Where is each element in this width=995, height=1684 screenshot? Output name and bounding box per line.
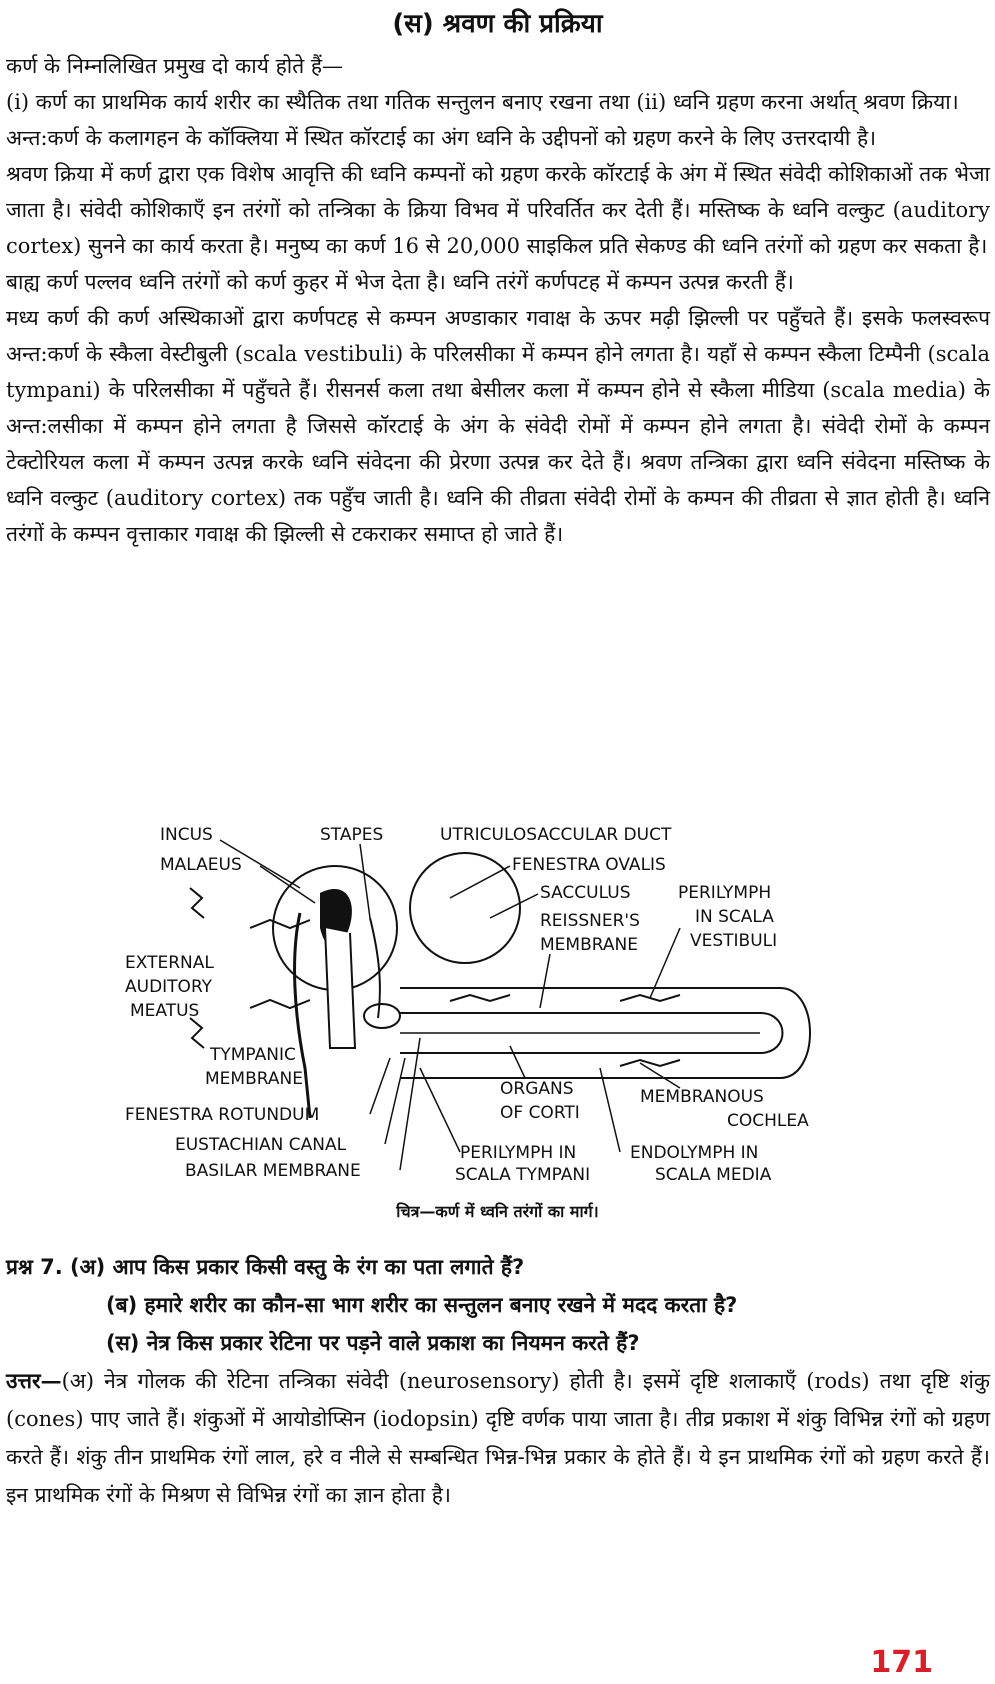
label-organs-of-corti: OF CORTI — [500, 1103, 580, 1123]
stapes-shape — [370, 918, 380, 1018]
paragraph: (i) कर्ण का प्राथमिक कार्य शरीर का स्थैतिक तथा गतिक सन्तुलन बनाए रखना तथा (ii) ध्वनि ग्रहण करना अर्थात् श्रवण क्रिया। — [6, 90, 959, 114]
leader-line — [420, 1068, 460, 1152]
label-tympanic-membrane: MEMBRANE — [205, 1069, 303, 1089]
leader-line — [260, 866, 315, 903]
label-basilar-membrane: BASILAR MEMBRANE — [185, 1161, 361, 1181]
label-sacculus: SACCULUS — [540, 883, 631, 903]
question-part-c: (स) नेत्र किस प्रकार रेटिना पर पड़ने वाले प्रकाश का नियमन करते हैं? — [106, 1331, 640, 1355]
leader-line — [360, 844, 370, 918]
answer-label: उत्तर— — [6, 1368, 62, 1393]
ear-diagram-svg — [120, 818, 880, 1223]
label-external-auditory-meatus: AUDITORY — [125, 977, 213, 997]
wave-mark — [450, 995, 510, 1001]
label-organs-of-corti: ORGANS — [500, 1079, 574, 1099]
label-perilymph-vestibuli: IN SCALA — [695, 907, 774, 927]
label-perilymph-scala-tympani: SCALA TYMPANI — [455, 1165, 591, 1185]
leader-line — [600, 1068, 620, 1152]
paragraph: अन्त:कर्ण के कलागहन के कॉक्लिया में स्थित कॉरटाई का अंग ध्वनि के उद्दीपनों को ग्रहण करने के लिए उत्तरदायी है। — [6, 126, 877, 150]
leader-line — [385, 1058, 405, 1144]
label-perilymph-vestibuli: PERILYMPH — [678, 883, 772, 903]
section-heading: (स) श्रवण की प्रक्रिया — [392, 9, 603, 39]
ear-diagram — [120, 818, 880, 1223]
label-membranous-cochlea: MEMBRANOUS — [640, 1087, 764, 1107]
paragraph: कर्ण के निम्नलिखित प्रमुख दो कार्य होते हैं— — [6, 54, 343, 78]
leader-line — [450, 866, 510, 898]
label-incus: INCUS — [160, 825, 213, 845]
label-external-auditory-meatus: EXTERNAL — [125, 953, 214, 973]
sound-wave-mark — [190, 888, 204, 918]
label-tympanic-membrane: TYMPANIC — [210, 1045, 296, 1065]
question-label: प्रश्न 7. — [6, 1255, 63, 1279]
paragraph: बाह्य कर्ण पल्लव ध्वनि तरंगों को कर्ण कुहर में भेज देता है। ध्वनि तरंगें कर्णपटह में कम्पन उत्पन्न करती हैं। — [6, 270, 794, 294]
label-stapes: STAPES — [320, 825, 384, 845]
question-part-a: (अ) आप किस प्रकार किसी वस्तु के रंग का पता लगाते हैं? — [70, 1255, 525, 1279]
body-text — [6, 48, 990, 552]
figure-caption: चित्र—कर्ण में ध्वनि तरंगों का मार्ग। — [396, 1202, 599, 1221]
sound-wave-mark — [250, 920, 310, 928]
label-perilymph-scala-tympani: PERILYMPH IN — [460, 1143, 577, 1163]
paragraph: श्रवण क्रिया में कर्ण द्वारा एक विशेष आवृत्ति की ध्वनि कम्पनों को ग्रहण करके कॉरटाई के अंग में स्थित संवेदी कोशिकाओं तक भेजा जाता है। संवेदी कोशिकाएँ इन तरंगों को तन्त्रिका के क्रिया विभव में परिवर्तित कर देती हैं। मस्तिष्क के ध्वनि वल्कुट (auditory cortex) सुनने का कार्य करता है। मनुष्य का कर्ण 16 से 20,000 साइकिल प्रति सेकण्ड की ध्वनि तरंगों को ग्रहण कर सकता है। — [6, 162, 990, 258]
ossicle-chain — [325, 928, 355, 1048]
answer-paragraph — [6, 1362, 990, 1514]
leader-line — [540, 954, 550, 1008]
label-reissners-membrane: MEMBRANE — [540, 935, 638, 955]
wave-mark — [620, 1060, 680, 1066]
sound-wave-mark — [190, 1018, 204, 1048]
label-endolymph-scala-media: SCALA MEDIA — [655, 1165, 772, 1185]
page-number: 171 — [870, 1645, 933, 1680]
label-membranous-cochlea: COCHLEA — [727, 1111, 809, 1131]
leader-line — [490, 894, 538, 918]
label-fenestra-rotundum: FENESTRA ROTUNDUM — [125, 1105, 320, 1125]
label-perilymph-vestibuli: VESTIBULI — [690, 931, 778, 951]
sound-wave-mark — [250, 1000, 310, 1008]
leader-line — [510, 1046, 525, 1078]
question-answer-block — [6, 1248, 990, 1514]
label-reissners-membrane: REISSNER'S — [540, 911, 640, 931]
label-malaeus: MALAEUS — [160, 855, 242, 875]
question-part-b: (ब) हमारे शरीर का कौन-सा भाग शरीर का सन्तुलन बनाए रखने में मदद करता है? — [106, 1293, 738, 1317]
leader-line — [400, 1038, 420, 1170]
label-utriculosaccular-duct: UTRICULOSACCULAR DUCT — [440, 825, 672, 845]
label-external-auditory-meatus: MEATUS — [130, 1001, 200, 1021]
label-endolymph-scala-media: ENDOLYMPH IN — [630, 1143, 759, 1163]
leader-line — [370, 1058, 390, 1114]
paragraph: मध्य कर्ण की कर्ण अस्थिकाओं द्वारा कर्णपटह से कम्पन अण्डाकार गवाक्ष के ऊपर मढ़ी झिल्ली पर पहुँचते हैं। इसके फलस्वरूप अन्त:कर्ण के स्कैला वेस्टीबुली (scala vestibuli) के परिलसीका में कम्पन होने लगता है। यहाँ से कम्पन स्कैला टिम्पैनी (scala tympani) के परिलसीका में पहुँचते हैं। रीसनर्स कला तथा बेसीलर कला में कम्पन होने से स्कैला मीडिया (scala media) के अन्त:लसीका में कम्पन होने लगता है जिससे कॉरटाई के अंग के संवेदी रोमों में कम्पन होने लगता है। संवेदी रोमों के कम्पन टेक्टोरियल कला में कम्पन उत्पन्न करके ध्वनि संवेदना की प्रेरणा उत्पन्न कर देते हैं। श्रवण तन्त्रिका द्वारा ध्वनि संवेदना मस्तिष्क के ध्वनि वल्कुट (auditory cortex) तक पहुँच जाती है। ध्वनि की तीव्रता संवेदी रोमों के कम्पन की तीव्रता से ज्ञात होती है। ध्वनि तरंगों के कम्पन वृत्ताकार गवाक्ष की झिल्ली से टकराकर समाप्त हो जाते हैं। — [6, 306, 990, 546]
fenestra-ovalis-shape — [364, 1004, 400, 1028]
label-eustachian-canal: EUSTACHIAN CANAL — [175, 1135, 347, 1155]
label-fenestra-ovalis: FENESTRA OVALIS — [512, 855, 666, 875]
answer-text: (अ) नेत्र गोलक की रेटिना तन्त्रिका संवेदी (neurosensory) होती है। इसमें दृष्टि शलाकाएँ (rods) तथा दृष्टि शंकु (cones) पाए जाते हैं। शंकुओं में आयोडोप्सिन (iodopsin) दृष्टि वर्णक पाया जाता है। तीव्र प्रकाश में शंकु विभिन्न रंगों को ग्रहण करते हैं। शंकु तीन प्राथमिक रंगों लाल, हरे व नीले से सम्बन्धित भिन्न-भिन्न प्रकार के होते हैं। ये इन प्राथमिक रंगों को ग्रहण करते हैं। इन प्राथमिक रंगों के मिश्रण से विभिन्न रंगों का ज्ञान होता है। — [6, 1369, 990, 1507]
question-line — [6, 1248, 990, 1286]
